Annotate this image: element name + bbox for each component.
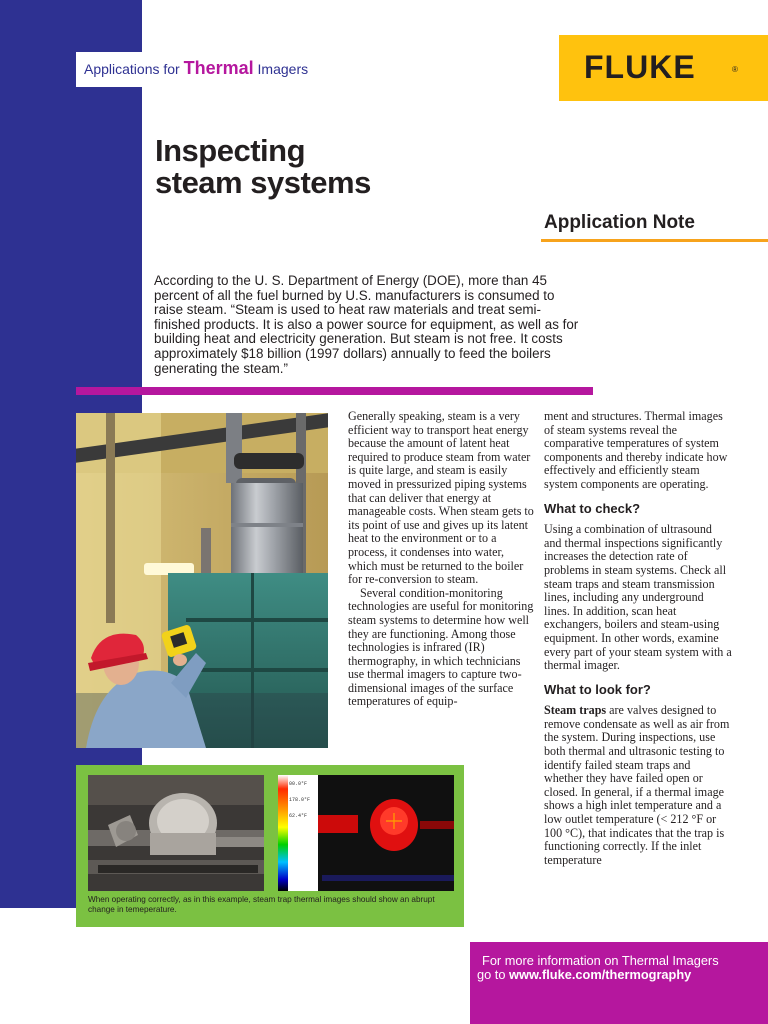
document-type-rule — [541, 239, 768, 242]
body-column-1 — [348, 410, 534, 709]
body-paragraph: ment and structures. Thermal images of steam systems reveal the comparative temperatures of system components and thereby indicate how effectively and efficiently steam system components are operating. — [544, 409, 728, 491]
title-line-1: Inspecting — [155, 133, 306, 168]
body-paragraph: Generally speaking, steam is a very efficient way to transport heat energy because the amount of latent heat required to produce steam from water is quite large, and steam is easily moved in pressurized piping systems that can deliver that energy at manageable costs. When steam gets to its point of use and gives up its latent heat to the environment or to a process, it condenses into water, which must be returned to the boiler for re-conversion to steam. — [348, 409, 534, 587]
section-heading-what-to-check: What to check? — [544, 500, 641, 516]
footer-url-link[interactable]: www.fluke.com/thermography — [509, 967, 692, 982]
footer-link-line — [477, 967, 691, 982]
series-highlight: Thermal — [183, 58, 254, 78]
steam-traps-description: are valves designed to remove condensate as well as air from the system. During inspections, use both thermal and ultrasonic testing to identify failed steam traps and whether they have failed open or closed. In general, if a thermal image shows a high inlet temperature and a low outlet temperature (< 212 °F or 100 °C), that indicates that the trap is functioning correctly. If the inlet temperature — [544, 703, 730, 867]
logo-text: FLUKE — [584, 49, 696, 85]
technician-boiler-room-photo — [76, 413, 328, 748]
title-line-2: steam systems — [155, 165, 371, 200]
steam-trap-visible-photo — [88, 775, 264, 891]
registered-mark: ® — [732, 65, 738, 74]
series-suffix: Imagers — [257, 61, 309, 77]
thermal-scale-label: 178.0°F — [289, 797, 311, 803]
series-prefix: Applications for — [84, 61, 180, 77]
section-divider — [76, 387, 593, 395]
document-type: Application Note — [544, 212, 695, 233]
body-paragraph — [544, 704, 732, 867]
thermal-scale-bottom: 62.4°F — [289, 813, 308, 819]
footer-link-prefix: go to — [477, 967, 510, 982]
section-heading-what-to-look-for: What to look for? — [544, 681, 651, 697]
page-title — [155, 135, 371, 199]
footer-promo-box — [470, 942, 768, 1024]
thermal-scale-top: 00.0°F — [289, 781, 308, 787]
body-paragraph: Several condition-monitoring technologies are useful for monitoring steam systems to determine how well they are functioning. Among those technologies is infrared (IR) thermography, in which technicians use thermal imagers to capture two-dimensional images of the surface temperatures of equip- — [348, 585, 534, 709]
footer-info-text: For more information on Thermal Imagers — [482, 953, 719, 968]
body-column-2 — [544, 410, 732, 867]
term-steam-traps: Steam traps — [544, 703, 607, 718]
intro-paragraph: According to the U. S. Department of Energy (DOE), more than 45 percent of all the fuel burned by U.S. manufacturers is consumed to raise steam. “Steam is used to heat raw materials and treat semi-finished products. It is also a power source for equipment, as well as for building heat and electricity generation. But steam is not free. It costs approximately $18 billion (1997 dollars) annually to feed the boilers generating the steam.” — [154, 273, 579, 376]
figure-box — [76, 765, 464, 927]
series-title — [84, 58, 308, 79]
steam-trap-thermal-image — [278, 775, 454, 891]
thermal-scale-labels — [289, 776, 310, 824]
body-paragraph: Using a combination of ultrasound and thermal inspections significantly increases the detection rate of problems in steam systems. Check all steam traps and steam transmission lines, including any underground lines. In addition, scan heat exchangers, boilers and steam-using equipment. In other words, examine every part of your steam system with a thermal imager. — [544, 522, 732, 673]
figure-caption: When operating correctly, as in this example, steam trap thermal images should show an abrupt change in temeperature. — [88, 895, 435, 914]
fluke-logo — [559, 35, 768, 101]
